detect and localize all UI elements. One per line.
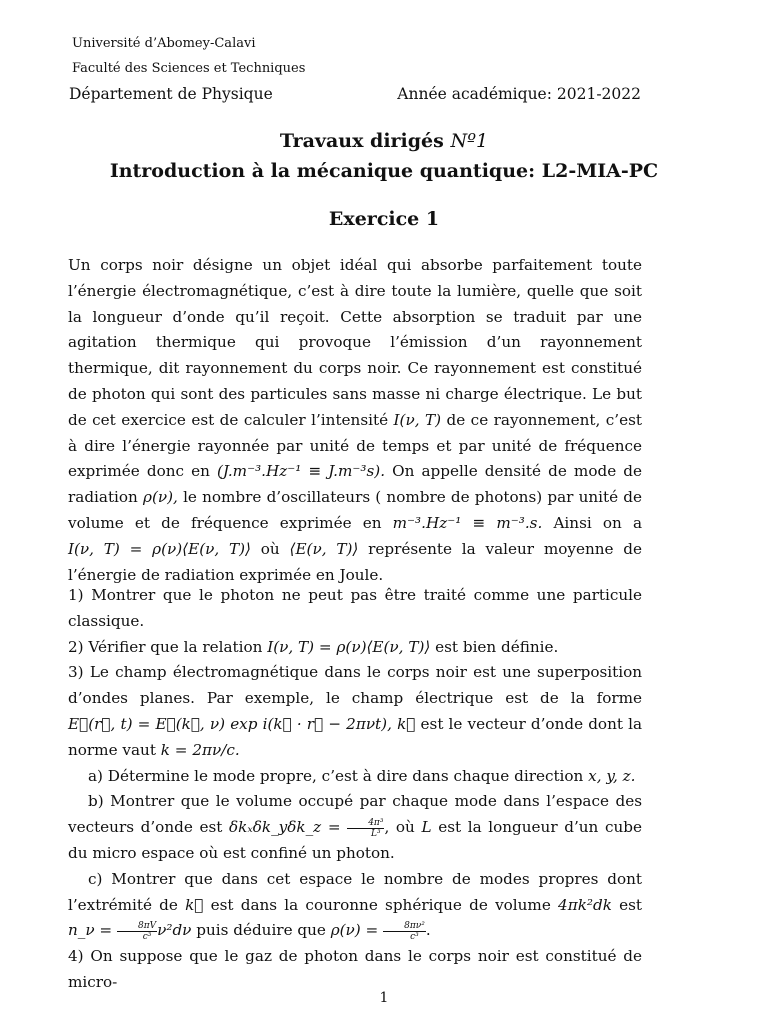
- fraction: [383, 921, 426, 942]
- question-3: [68, 660, 642, 763]
- question-text: est: [619, 895, 643, 914]
- question-math: 4πk²dk: [558, 895, 612, 914]
- question-text: a) Détermine le mode propre, c’est à dire dans chaque direction: [88, 766, 584, 785]
- title-number: Nº1: [450, 130, 489, 152]
- faculty-name: Faculté des Sciences et Techniques: [72, 61, 306, 76]
- question-3b: [68, 789, 642, 866]
- intro-paragraph: [68, 253, 642, 588]
- fraction-numerator: 8πν²: [383, 921, 426, 932]
- question-text: 3) Le champ électromagnétique dans le corps noir est une superposition d’ondes planes. Par exemple, le champ électrique est de la forme: [68, 663, 642, 708]
- document-title: [0, 130, 768, 152]
- question-1: 1) Montrer que le photon ne peut pas être traité comme une particule classique.: [68, 586, 642, 630]
- fraction-numerator: 4π³: [347, 818, 384, 829]
- fraction: [117, 921, 157, 942]
- intro-text: le nombre d’oscillateurs ( nombre de photons) par unité de volume et de fréquence exprimée en: [68, 488, 642, 532]
- fraction: [347, 818, 384, 839]
- intro-math: (J.m⁻³.Hz⁻¹ ≡ J.m⁻³s).: [217, 462, 386, 481]
- question-math: ρ(ν) =: [330, 921, 379, 940]
- question-text: est dans la couronne sphérique de volume: [210, 895, 551, 914]
- question-math: k⃗: [397, 714, 416, 733]
- fraction-denominator: c³: [142, 931, 152, 942]
- course-title: Introduction à la mécanique quantique: L2-MIA-PC: [109, 160, 659, 182]
- header-row: [69, 85, 641, 103]
- question-math: E⃗(r⃗, t) = E⃗(k⃗, ν) exp i(k⃗ · r⃗ − 2πνt),: [68, 714, 392, 733]
- fraction-denominator: L³: [371, 828, 381, 839]
- intro-text: où: [260, 539, 280, 558]
- question-math: n_ν =: [68, 921, 113, 940]
- question-text: est la longueur d’un cube du micro espace où est confiné un photon.: [68, 818, 642, 862]
- intro-math: I(ν, T): [393, 410, 442, 429]
- question-math: I(ν, T) = ρ(ν)⟨E(ν, T)⟩: [267, 637, 431, 656]
- question-math: k = 2πν/c.: [160, 740, 240, 759]
- question-text: b) Montrer que le volume occupé par chaque mode dans l’espace des vecteurs d’onde est: [68, 792, 642, 837]
- intro-text: Un corps noir désigne un objet idéal qui absorbe parfaitement toute l’énergie électromagnétique, c’est à dire toute la lumière, quelle que soit la longueur d’onde qu’il reçoit. Cette absorption se traduit par une agitation thermique qui provoque l’émission d’un rayonnement thermique, dit rayonnement du corps noir. Ce rayonnement est constitué de photon qui sont des particules sans masse ni charge électrique. Le but de cet exercice est de calculer l’intensité: [68, 256, 642, 429]
- intro-math: ⟨E(ν, T)⟩: [289, 539, 359, 558]
- question-math: δkₓδk_yδk_z =: [228, 818, 341, 837]
- title-text: Travaux dirigés: [279, 130, 444, 152]
- page-number: 1: [379, 990, 389, 1006]
- question-3c: c) Montrer que dans cet espace le nombre de modes propres dont l’extrémité de k⃗ est dans la couronne sphérique de volume 4πk²dk est n_ν = $\frac{8\pi V}{\text{c³}}$ ν²dν puis déduire que ρ(ν) = $\frac{\text{8πν²}}{\text{c³}}$ .: [68, 869, 643, 942]
- question-math: L: [421, 818, 432, 837]
- question-4: 4) On suppose que le gaz de photon dans le corps noir est constitué de micro-: [68, 947, 642, 991]
- question-3a: [68, 764, 642, 790]
- intro-text: Ainsi on a: [553, 513, 643, 532]
- intro-math: ρ(ν),: [143, 488, 178, 507]
- question-math: ν²dν: [157, 921, 192, 940]
- question-list: [68, 583, 642, 996]
- question-text: est bien définie.: [435, 637, 559, 656]
- exercise-heading: Exercice 1: [328, 208, 440, 230]
- question-math: x, y, z.: [588, 766, 636, 785]
- question-text: 2) Vérifier que la relation: [68, 637, 263, 656]
- question-text: c) Montrer que dans cet espace le nombre de modes propres dont l’extrémité de: [68, 869, 642, 914]
- intro-text: On appelle densité de mode de radiation: [68, 462, 642, 507]
- intro-math: I(ν, T) = ρ(ν)⟨E(ν, T)⟩: [68, 539, 251, 558]
- question-2: [68, 635, 642, 661]
- department-name: Département de Physique: [69, 85, 273, 103]
- question-text: puis déduire que: [196, 921, 326, 940]
- question-text: , où: [384, 818, 415, 837]
- fraction-denominator: c³: [410, 931, 419, 942]
- university-name: Université d’Abomey-Calavi: [72, 36, 256, 51]
- question-math: k⃗: [185, 895, 204, 914]
- intro-math: m⁻³.Hz⁻¹ ≡ m⁻³.s.: [392, 513, 543, 532]
- question-text: est le vecteur d’onde dont la norme vaut: [68, 714, 642, 759]
- fraction-numerator: 8πV: [117, 921, 157, 932]
- intro-text: représente la valeur moyenne de l’énergie de radiation exprimée en Joule.: [68, 539, 643, 584]
- academic-year: Année académique: 2021-2022: [397, 85, 641, 103]
- intro-text: de ce rayonnement, c’est à dire l’énergie rayonnée par unité de temps et par unité de fréquence exprimée donc en: [68, 410, 643, 481]
